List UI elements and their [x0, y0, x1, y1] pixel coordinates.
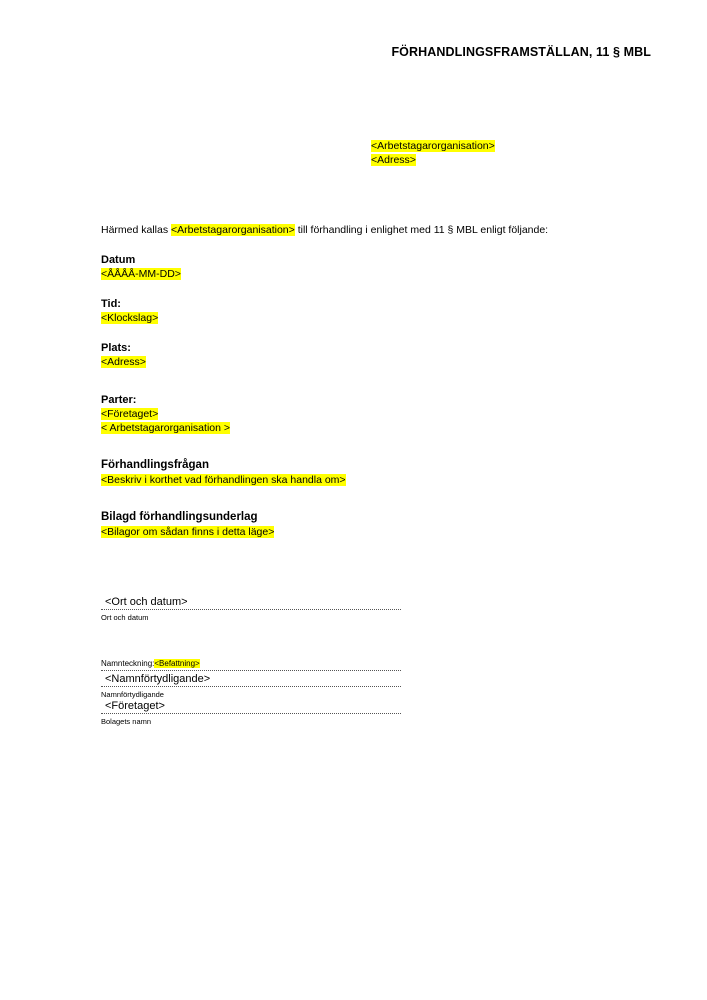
name-clarify-line — [101, 673, 401, 689]
section-heading: Bilagd förhandlingsunderlag — [101, 511, 258, 523]
name-clarify-value: <Namnförtydligande> — [105, 673, 211, 685]
intro-before: Härmed kallas — [101, 224, 172, 236]
intro-after: till förhandling i enlighet med 11 § MBL enligt följande: — [294, 224, 549, 236]
company-caption: Bolagets namn — [101, 717, 152, 726]
section-datum — [101, 254, 571, 282]
page-title: FÖRHANDLINGSFRAMSTÄLLAN, 11 § MBL — [391, 45, 651, 59]
section-heading: Tid: — [101, 297, 121, 310]
section-tid — [101, 298, 571, 326]
company-line — [101, 700, 401, 716]
namnteckning-line — [101, 659, 401, 673]
place-date-line — [101, 596, 401, 612]
dotted-rule — [101, 713, 401, 714]
place-date-value: <Ort och datum> — [105, 596, 188, 608]
namnteckning-label: Namnteckning: — [101, 659, 155, 668]
namnteckning-value: <Befattning> — [154, 659, 200, 668]
dotted-rule — [101, 609, 401, 610]
intro-organisation: <Arbetstagarorganisation> — [171, 224, 295, 236]
section-heading: Datum — [101, 253, 136, 266]
section-forhandlingsfragan — [101, 459, 571, 487]
section-value: <ÅÅÅÅ-MM-DD> — [101, 268, 181, 280]
recipient-organisation: <Arbetstagarorganisation> — [371, 140, 495, 152]
section-value: <Beskriv i korthet vad förhandlingen ska handla om> — [101, 473, 346, 486]
place-date-caption: Ort och datum — [101, 613, 149, 622]
name-clarify-caption: Namnförtydligande — [101, 690, 164, 699]
signature-gap — [101, 623, 401, 659]
section-plats — [101, 342, 571, 370]
document-body — [101, 224, 571, 539]
company-value: <Företaget> — [105, 700, 165, 712]
dotted-rule — [101, 670, 401, 671]
section-value: <Bilagor om sådan finns i detta läge> — [101, 525, 275, 538]
recipient-address: <Adress> — [371, 154, 416, 166]
section-heading: Förhandlingsfrågan — [101, 459, 209, 471]
section-heading: Plats: — [101, 341, 131, 354]
recipient-block — [371, 139, 495, 167]
section-value: <Adress> — [101, 356, 146, 368]
dotted-rule — [101, 686, 401, 687]
section-value: <Företaget> — [101, 408, 159, 420]
intro-paragraph — [101, 224, 564, 238]
section-bilagd-forhandlingsunderlag — [101, 511, 571, 539]
section-heading: Parter: — [101, 393, 137, 406]
section-parter — [101, 394, 571, 436]
signature-block — [101, 596, 401, 727]
section-value: <Klockslag> — [101, 312, 159, 324]
section-value: < Arbetstagarorganisation > — [101, 421, 231, 434]
